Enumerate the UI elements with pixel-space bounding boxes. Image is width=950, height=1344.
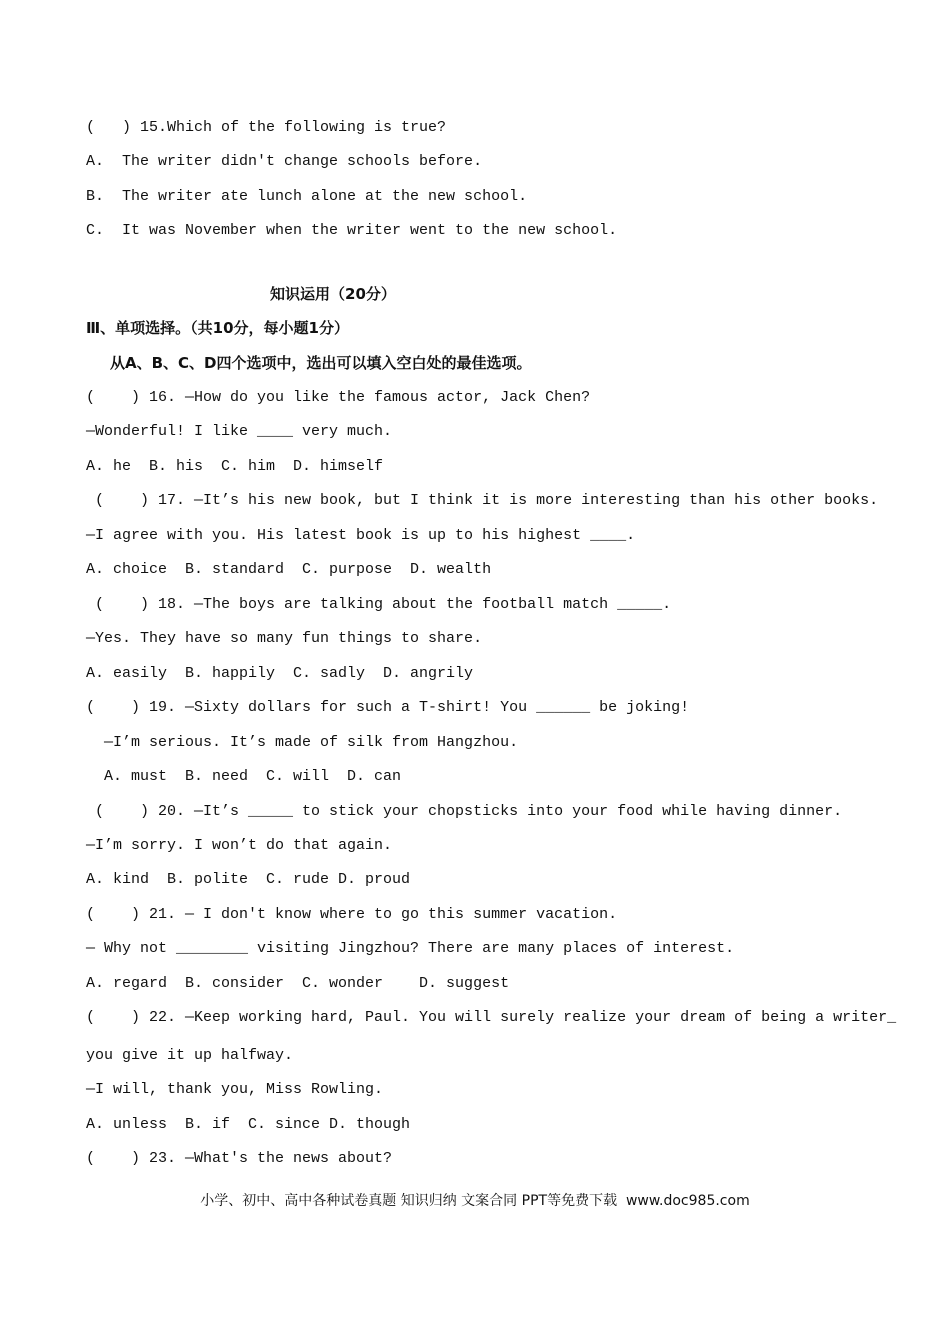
q17-stem: ( ) 17. —It’s his new book, but I think it is more interesting than his other books. <box>86 492 879 509</box>
q16-options: A. he B. his C. him D. himself <box>86 458 384 475</box>
q21-options: A. regard B. consider C. wonder D. suggest <box>86 975 510 992</box>
q15-option-b: B. The writer ate lunch alone at the new school. <box>86 188 528 205</box>
section-instruction: 从A、B、C、D四个选项中，选出可以填入空白处的最佳选项。 <box>110 354 532 372</box>
page-footer: 小学、初中、高中各种试卷真题 知识归纳 文案合同 PPT等免费下载 www.doc985.com <box>200 1193 750 1209</box>
q18-stem: ( ) 18. —The boys are talking about the football match _____. <box>86 596 672 613</box>
q15-option-c: C. It was November when the writer went to the new school. <box>86 222 618 239</box>
q19-response: —I’m serious. It’s made of silk from Hangzhou. <box>86 734 519 751</box>
q20-response: —I’m sorry. I won’t do that again. <box>86 837 393 854</box>
q15-stem: ( ) 15.Which of the following is true? <box>86 119 447 136</box>
q21-response: — Why not ________ visiting Jingzhou? There are many places of interest. <box>86 940 735 957</box>
section-title: 知识运用（20分） <box>270 285 396 303</box>
q22-stem-continued: you give it up halfway. <box>86 1047 294 1064</box>
q22-stem: ( ) 22. —Keep working hard, Paul. You will surely realize your dream of being a writer_ <box>86 1009 897 1026</box>
q17-response: —I agree with you. His latest book is up to his highest ____. <box>86 527 636 544</box>
q20-stem: ( ) 20. —It’s _____ to stick your chopsticks into your food while having dinner. <box>86 803 843 820</box>
q23-stem: ( ) 23. —What's the news about? <box>86 1150 393 1167</box>
q16-stem: ( ) 16. —How do you like the famous actor, Jack Chen? <box>86 389 591 406</box>
q15-option-a: A. The writer didn't change schools before. <box>86 153 483 170</box>
q19-stem: ( ) 19. —Sixty dollars for such a T-shirt! You ______ be joking! <box>86 699 690 716</box>
q18-response: —Yes. They have so many fun things to share. <box>86 630 483 647</box>
q22-options: A. unless B. if C. since D. though <box>86 1116 411 1133</box>
q22-response: —I will, thank you, Miss Rowling. <box>86 1081 384 1098</box>
q19-options: A. must B. need C. will D. can <box>86 768 402 785</box>
section-heading: Ⅲ、单项选择。（共10分，每小题1分） <box>86 319 349 337</box>
q17-options: A. choice B. standard C. purpose D. wealth <box>86 561 492 578</box>
q16-response: —Wonderful! I like ____ very much. <box>86 423 393 440</box>
q21-stem: ( ) 21. — I don't know where to go this summer vacation. <box>86 906 618 923</box>
q20-options: A. kind B. polite C. rude D. proud <box>86 871 411 888</box>
q18-options: A. easily B. happily C. sadly D. angrily <box>86 665 474 682</box>
